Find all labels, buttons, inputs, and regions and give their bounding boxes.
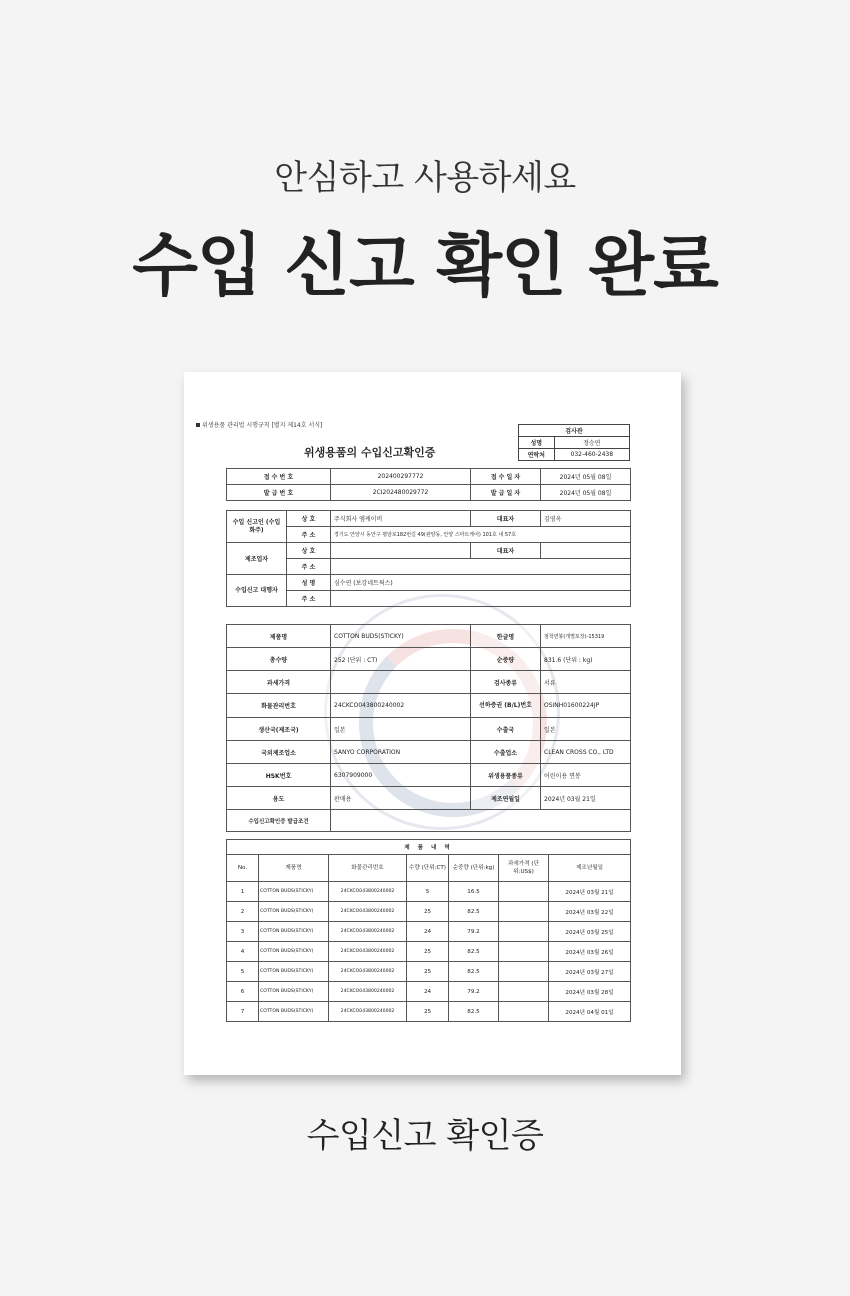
inspector-name: 정승연	[554, 437, 629, 449]
table-cell: 82.5	[449, 1002, 499, 1022]
origin-label: 생산국(제조국)	[227, 718, 331, 741]
table-cell	[499, 962, 549, 982]
cargo-no: 24CKCO043800240002	[331, 694, 471, 718]
table-cell: 7	[227, 1002, 259, 1022]
inspector-name-label: 성명	[519, 437, 555, 449]
table-cell: 16.5	[449, 882, 499, 902]
table-row	[227, 1002, 631, 1022]
agent-label: 수입신고 대행자	[227, 575, 287, 607]
net-weight: 831.6 (단위 : kg)	[541, 648, 631, 671]
table-cell: 2024년 04월 01일	[549, 1002, 631, 1022]
table-row	[227, 982, 631, 1002]
table-cell: 2024년 03월 28일	[549, 982, 631, 1002]
table-cell: 24CKCO043800240002	[329, 1002, 407, 1022]
table-cell: 6	[227, 982, 259, 1002]
receipt-no-label: 접 수 번 호	[227, 469, 331, 485]
items-header-cell: 제조년월일	[549, 855, 631, 882]
table-row	[227, 962, 631, 982]
importer-rep-label: 대표자	[471, 511, 541, 527]
product-name: COTTON BUDS(STICKY)	[331, 625, 471, 648]
receipt-no: 202400297772	[331, 469, 471, 485]
receipt-date-label: 접 수 일 자	[471, 469, 541, 485]
items-header-cell: 과세가격 (단위:US$)	[499, 855, 549, 882]
table-cell: 5	[407, 882, 449, 902]
items-table-header	[227, 855, 631, 882]
manufacturer-trade-label: 상 호	[287, 543, 331, 559]
product-name-label: 제품명	[227, 625, 331, 648]
table-cell: 79.2	[449, 982, 499, 1002]
table-cell: COTTON BUDS(STICKY)	[259, 902, 329, 922]
hsk-label: HSK번호	[227, 764, 331, 787]
table-cell: 2	[227, 902, 259, 922]
items-header-cell: 수량 (단위:CT)	[407, 855, 449, 882]
receipt-table	[226, 468, 631, 501]
table-cell: 25	[407, 942, 449, 962]
inspector-box	[518, 424, 630, 461]
issue-date-label: 발 급 일 자	[471, 485, 541, 501]
foreign-maker: SANYO CORPORATION	[331, 741, 471, 764]
foreign-maker-label: 국외제조업소	[227, 741, 331, 764]
total-qty-label: 총수량	[227, 648, 331, 671]
table-cell: 24CKCO043800240002	[329, 882, 407, 902]
table-cell	[499, 882, 549, 902]
usage-label: 용도	[227, 787, 331, 810]
mfg-date: 2024년 03월 21일	[541, 787, 631, 810]
agent-name-label: 성 명	[287, 575, 331, 591]
usage: 판매용	[331, 787, 471, 810]
table-cell: 24CKCO043800240002	[329, 942, 407, 962]
importer-label: 수입 신고인 (수입 화주)	[227, 511, 287, 543]
manufacturer-addr-label: 주 소	[287, 559, 331, 575]
net-weight-label: 순중량	[471, 648, 541, 671]
table-cell	[499, 942, 549, 962]
table-cell: 25	[407, 902, 449, 922]
total-qty: 252 (단위 : CT)	[331, 648, 471, 671]
issue-no-label: 발 급 번 호	[227, 485, 331, 501]
mfg-date-label: 제조연월일	[471, 787, 541, 810]
table-row	[227, 902, 631, 922]
item-type-label: 위생용품종류	[471, 764, 541, 787]
table-cell: 5	[227, 962, 259, 982]
importer-addr: 경기도 안양시 동안구 평암로182번길 49(관양동, 안양 스마트케어) 101호 내 57호	[331, 527, 631, 543]
bl-label: 선하증권 (B/L)번호	[471, 694, 541, 718]
items-table-title: 제 품 내 역	[227, 840, 631, 855]
table-cell	[499, 922, 549, 942]
cargo-no-label: 화물관리번호	[227, 694, 331, 718]
export-country-label: 수출국	[471, 718, 541, 741]
table-cell: 25	[407, 1002, 449, 1022]
origin: 일본	[331, 718, 471, 741]
bl-no: OSINH01600224JP	[541, 694, 631, 718]
table-cell: 82.5	[449, 942, 499, 962]
table-cell: 2024년 03월 26일	[549, 942, 631, 962]
certificate-document	[184, 372, 681, 1075]
importer-trade-label: 상 호	[287, 511, 331, 527]
table-cell: 82.5	[449, 962, 499, 982]
form-note: 위생용품 관리법 시행규칙 [별지 제14호 서식]	[196, 420, 322, 429]
hsk: 6307909000	[331, 764, 471, 787]
table-cell: 24CKCO043800240002	[329, 922, 407, 942]
table-cell: 2024년 03월 21일	[549, 882, 631, 902]
table-cell: COTTON BUDS(STICKY)	[259, 982, 329, 1002]
item-type: 어린이용 면봉	[541, 764, 631, 787]
table-cell: 2024년 03월 27일	[549, 962, 631, 982]
inspector-header: 검사관	[519, 425, 630, 437]
document-title: 위생용품의 수입신고확인증	[304, 446, 436, 459]
table-cell: COTTON BUDS(STICKY)	[259, 922, 329, 942]
items-header-cell: 제품명	[259, 855, 329, 882]
export-country: 일본	[541, 718, 631, 741]
table-cell: 24CKCO043800240002	[329, 982, 407, 1002]
table-cell: 4	[227, 942, 259, 962]
tax-price-label: 과세가격	[227, 671, 331, 694]
manufacturer-rep-label: 대표자	[471, 543, 541, 559]
table-cell	[499, 1002, 549, 1022]
table-cell	[499, 902, 549, 922]
korean-name: 점착면봉(개별포장)-15319	[541, 625, 631, 648]
party-table	[226, 510, 631, 607]
agent-addr-label: 주 소	[287, 591, 331, 607]
table-cell: 79.2	[449, 922, 499, 942]
items-table	[226, 839, 631, 1022]
page-subtitle: 안심하고 사용하세요	[274, 158, 576, 198]
table-cell: 82.5	[449, 902, 499, 922]
receipt-date: 2024년 05월 08일	[541, 469, 631, 485]
exporter-label: 수출업소	[471, 741, 541, 764]
table-cell: 24CKCO043800240002	[329, 962, 407, 982]
page-caption: 수입신고 확인증	[306, 1116, 544, 1156]
condition-label: 수입신고확인증 발급조건	[227, 810, 331, 832]
agent-name: 심수연 (보강네트웍스)	[331, 575, 631, 591]
table-cell: 24	[407, 922, 449, 942]
table-cell: 24	[407, 982, 449, 1002]
table-row	[227, 882, 631, 902]
korean-name-label: 한글명	[471, 625, 541, 648]
items-header-cell: No.	[227, 855, 259, 882]
table-cell: 3	[227, 922, 259, 942]
table-cell: COTTON BUDS(STICKY)	[259, 962, 329, 982]
inspector-contact-label: 연락처	[519, 449, 555, 461]
table-row	[227, 922, 631, 942]
table-cell: COTTON BUDS(STICKY)	[259, 942, 329, 962]
items-header-cell: 순중량 (단위:kg)	[449, 855, 499, 882]
table-cell	[499, 982, 549, 1002]
table-cell: 24CKCO043800240002	[329, 902, 407, 922]
table-cell: 2024년 03월 22일	[549, 902, 631, 922]
page-headline: 수입 신고 확인 완료	[132, 227, 718, 306]
importer-trade: 주식회사 엠케이비	[331, 511, 471, 527]
importer-rep: 김영옥	[541, 511, 631, 527]
inspection-type: 서류	[541, 671, 631, 694]
manufacturer-label: 제조업자	[227, 543, 287, 575]
table-row	[227, 942, 631, 962]
inspection-type-label: 검사종류	[471, 671, 541, 694]
table-cell: 2024년 03월 25일	[549, 922, 631, 942]
issue-date: 2024년 05월 08일	[541, 485, 631, 501]
inspector-contact: 032-460-2438	[554, 449, 629, 461]
exporter: CLEAN CROSS CO., LTD	[541, 741, 631, 764]
table-cell: COTTON BUDS(STICKY)	[259, 882, 329, 902]
importer-addr-label: 주 소	[287, 527, 331, 543]
table-cell: 25	[407, 962, 449, 982]
table-cell: 1	[227, 882, 259, 902]
table-cell: COTTON BUDS(STICKY)	[259, 1002, 329, 1022]
product-info-table	[226, 624, 631, 832]
issue-no: 2CI202480029772	[331, 485, 471, 501]
items-header-cell: 화물관리번호	[329, 855, 407, 882]
